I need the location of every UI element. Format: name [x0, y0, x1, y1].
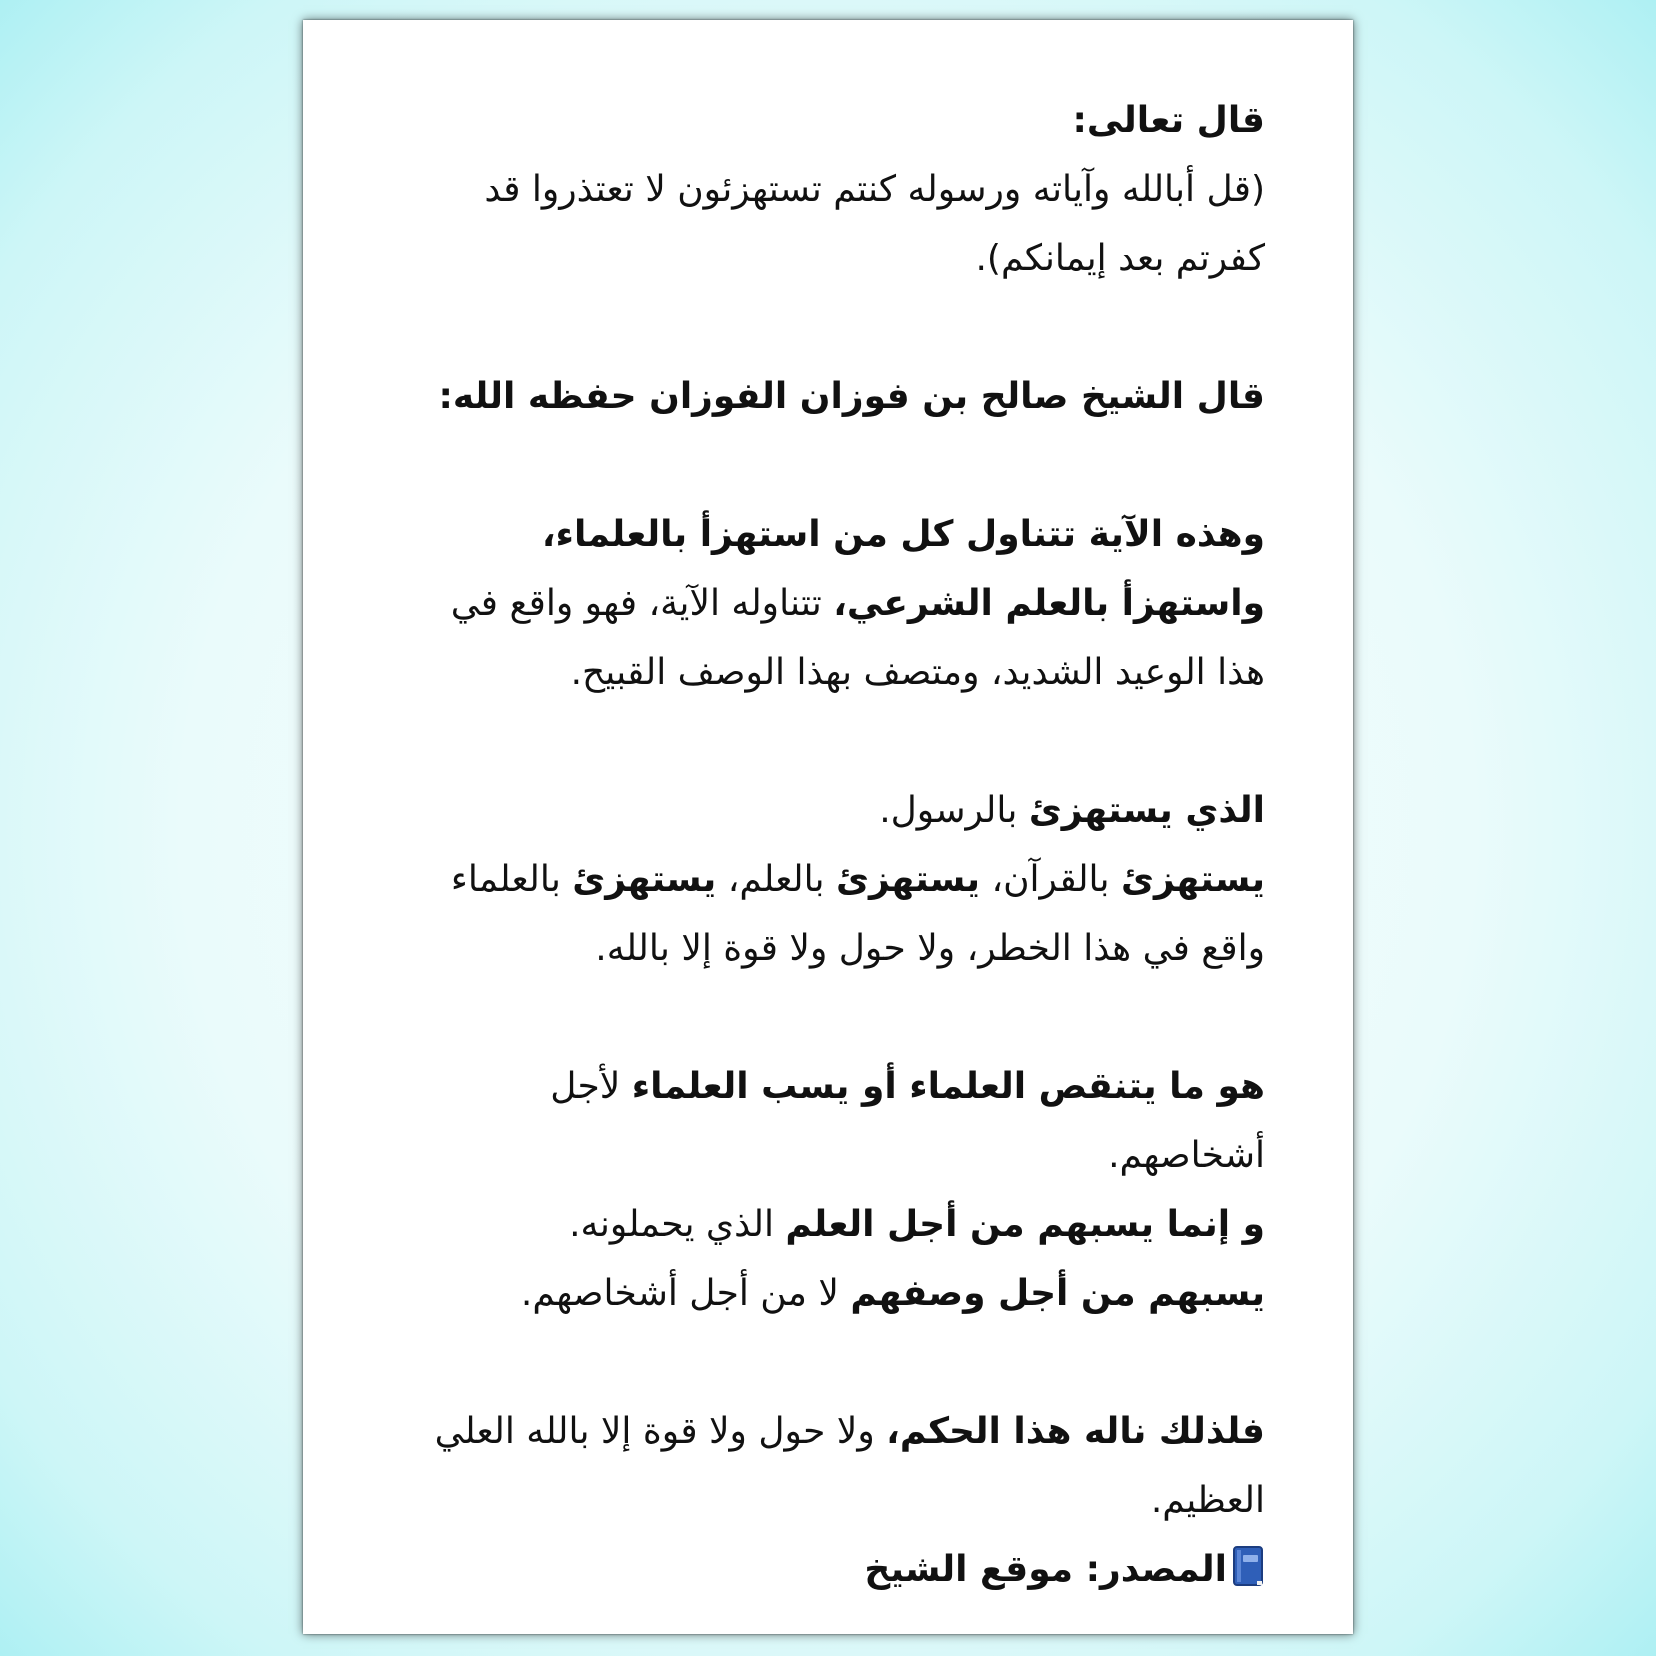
- bold-phrase: يستهزئ: [1121, 859, 1265, 900]
- heading-quran: قال تعالى:: [1072, 100, 1265, 141]
- spacer: [405, 1328, 1265, 1397]
- document-text: [405, 86, 1265, 1604]
- paragraph-2-line-1: [405, 776, 1265, 845]
- plain-phrase: بالقرآن،: [980, 859, 1121, 900]
- paragraph-1: [405, 500, 1265, 707]
- plain-phrase: تتناوله الآية، فهو واقع في هذا الوعيد الشديد، ومتصف بهذا الوصف القبيح.: [450, 583, 1265, 693]
- bold-phrase: الذي يستهزئ: [1028, 790, 1265, 831]
- bold-phrase: واستهزأ بالعلم الشرعي،: [833, 583, 1265, 624]
- plain-phrase: الذي يحملونه.: [569, 1204, 786, 1245]
- plain-phrase: بالعلم،: [716, 859, 837, 900]
- paragraph-2: [405, 776, 1265, 983]
- bold-phrase: يستهزئ: [836, 859, 981, 900]
- paragraph-1-line-1: وهذه الآية تتناول كل من استهزأ بالعلماء،: [541, 514, 1265, 555]
- blue-book-icon: [1231, 1541, 1265, 1583]
- paragraph-3-line-2: [405, 1190, 1265, 1259]
- plain-phrase: بالعلماء واقع في هذا الخطر، ولا حول ولا قوة إلا بالله.: [450, 859, 1265, 969]
- plain-phrase: لا من أجل أشخاصهم.: [520, 1273, 851, 1314]
- spacer: [405, 293, 1265, 362]
- bold-phrase: يسبهم من أجل وصفهم: [850, 1273, 1265, 1314]
- paragraph-2-line-2: [405, 845, 1265, 983]
- source-line: [405, 1535, 1265, 1604]
- paragraph-3: [405, 1052, 1265, 1328]
- paragraph-4: [405, 1397, 1265, 1535]
- bold-phrase: و إنما يسبهم من أجل العلم: [785, 1204, 1265, 1245]
- plain-phrase: بالرسول.: [879, 790, 1029, 831]
- paragraph-3-line-3: [405, 1259, 1265, 1328]
- heading-sheikh: قال الشيخ صالح بن فوزان الفوزان حفظه الله:: [438, 376, 1265, 417]
- paragraph-3-line-1: [405, 1052, 1265, 1190]
- source-label: المصدر: موقع الشيخ: [864, 1549, 1227, 1590]
- spacer: [405, 431, 1265, 500]
- spacer: [405, 983, 1265, 1052]
- document-page: [303, 20, 1353, 1634]
- plain-phrase: لأجل أشخاصهم.: [550, 1066, 1265, 1176]
- paragraph-1-line-2: [405, 569, 1265, 707]
- bold-phrase: يستهزئ: [572, 859, 717, 900]
- bold-phrase: فلذلك ناله هذا الحكم،: [886, 1411, 1265, 1452]
- plain-phrase: ولا حول ولا قوة إلا بالله العلي العظيم.: [434, 1411, 1265, 1521]
- spacer: [405, 707, 1265, 776]
- bold-phrase: هو ما يتنقص العلماء أو يسب العلماء: [631, 1066, 1265, 1107]
- verse-text: (قل أبالله وآياته ورسوله كنتم تستهزئون لا تعتذروا قد كفرتم بعد إيمانكم).: [484, 169, 1265, 279]
